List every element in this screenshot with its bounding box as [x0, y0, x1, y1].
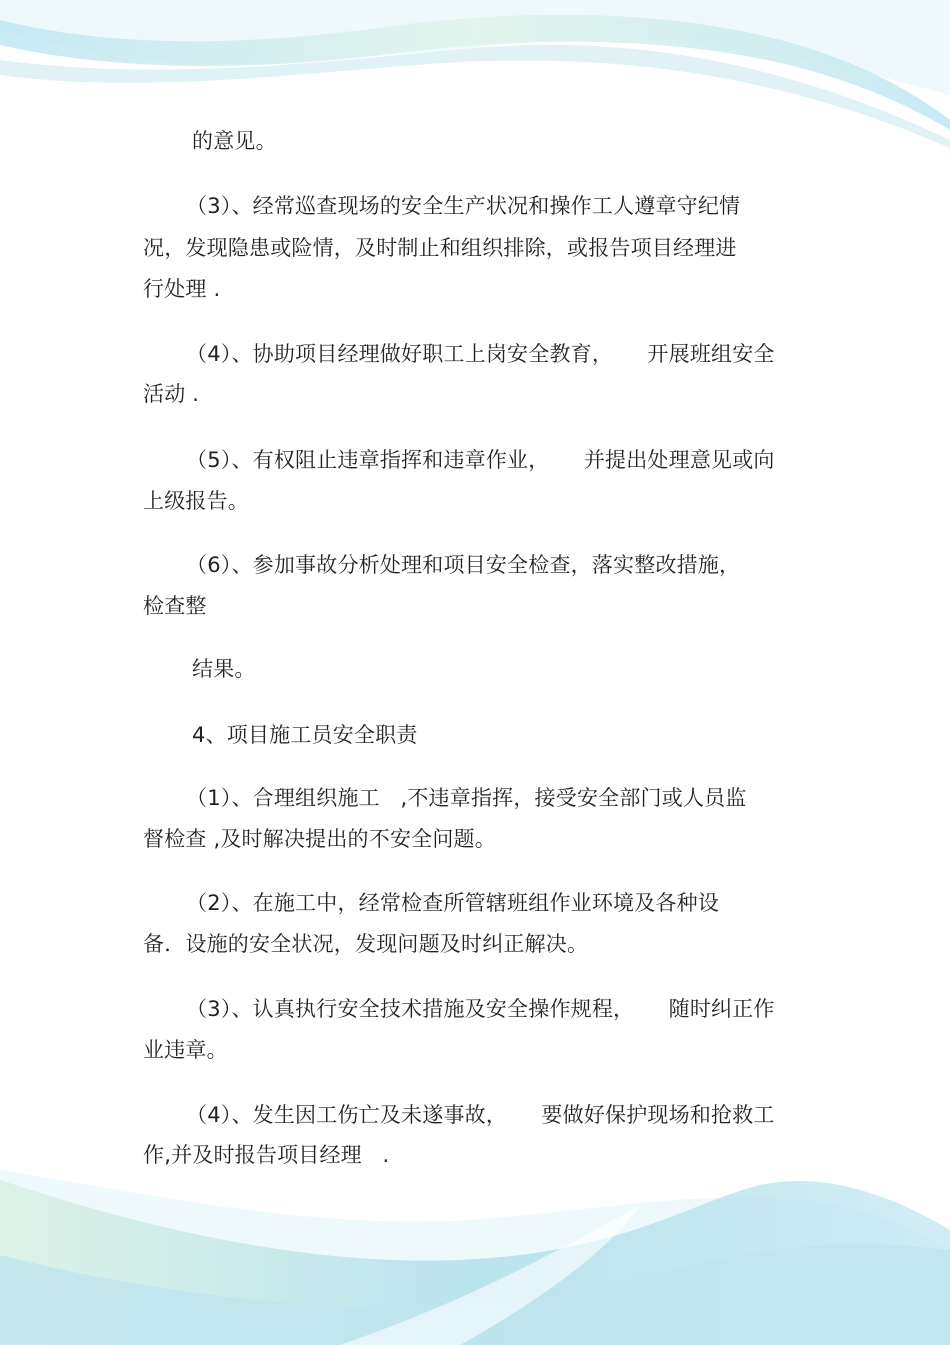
text-line: 作,并及时报告项目经理 .: [143, 1143, 390, 1167]
text-line: （1）、合理组织施工 ,不违章指挥，接受安全部门或人员监: [186, 786, 747, 810]
section-heading: 4、项目施工员安全职责: [192, 723, 418, 747]
text-line: 行处理 .: [143, 277, 221, 301]
text-line: 况，发现隐患或险情，及时制止和组织排除，或报告项目经理进: [143, 236, 737, 260]
text-line: （6）、参加事故分析处理和项目安全检查，落实整改措施，: [186, 553, 741, 577]
text-line: （2）、在施工中，经常检查所管辖班组作业环境及各种设: [186, 891, 720, 915]
text-line: 的意见。: [192, 129, 277, 153]
text-line: （3）、认真执行安全技术措施及安全操作规程， 随时纠正作: [186, 997, 775, 1021]
text-line: 备．设施的安全状况，发现问题及时纠正解决。: [143, 932, 589, 956]
text-line: （4）、发生因工伤亡及未遂事故， 要做好保护现场和抢救工: [186, 1103, 775, 1127]
text-line: （5）、有权阻止违章指挥和违章作业， 并提出处理意见或向: [186, 448, 775, 472]
text-line: 活动 .: [143, 382, 200, 406]
text-line: 业违章。: [143, 1038, 228, 1062]
text-line: （4）、协助项目经理做好职工上岗安全教育， 开展班组安全: [186, 342, 775, 366]
text-line: 结果。: [192, 657, 256, 681]
text-line: 上级报告。: [143, 489, 249, 513]
text-line: （3）、经常巡查现场的安全生产状况和操作工人遵章守纪情: [186, 194, 741, 218]
text-line: 检查整: [143, 594, 207, 618]
text-line: 督检查 ,及时解决提出的不安全问题。: [143, 827, 496, 851]
